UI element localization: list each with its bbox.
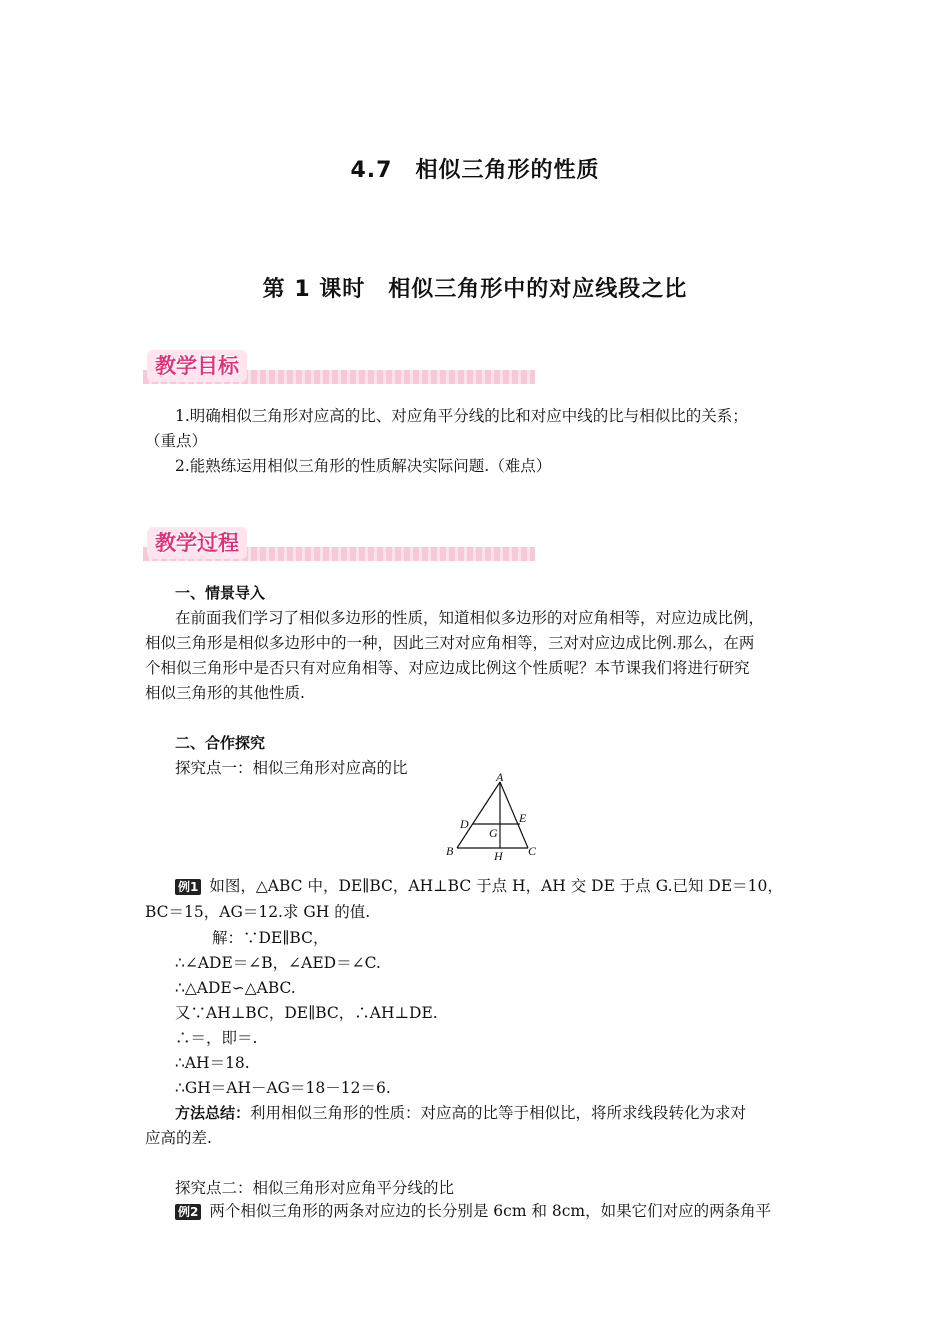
example-2-text: 两个相似三角形的两条对应边的长分别是 6cm 和 8cm，如果它们对应的两条角平 xyxy=(209,1202,772,1220)
solution-line: 解：∵DE∥BC， xyxy=(212,929,329,947)
solution-line: ∴AH＝18. xyxy=(175,1054,250,1072)
part2-heading: 二、合作探究 xyxy=(175,734,266,752)
section-title: 4.7 相似三角形的性质 xyxy=(350,158,600,183)
example-1-line2: BC＝15，AG＝12.求 GH 的值. xyxy=(145,903,371,921)
solution-line: 又∵AH⊥BC，DE∥BC，∴AH⊥DE. xyxy=(175,1004,438,1022)
explore-point-2: 探究点二：相似三角形对应角平分线的比 xyxy=(175,1179,455,1197)
label-d: D xyxy=(460,817,469,831)
method-label: 方法总结： xyxy=(175,1104,251,1122)
label-e: E xyxy=(519,811,527,825)
example-1-line1 xyxy=(175,874,783,899)
label-h: H xyxy=(494,849,503,863)
method-text: 利用相似三角形的性质：对应高的比等于相似比，将所求线段转化为求对 xyxy=(250,1104,747,1122)
goal-2: 2.能熟练运用相似三角形的性质解决实际问题.（难点） xyxy=(175,457,552,475)
lesson-title: 第 1 课时 相似三角形中的对应线段之比 xyxy=(262,277,688,302)
method-summary xyxy=(175,1101,746,1126)
example-2-tag: 例2 xyxy=(175,1204,201,1220)
part1-line: 相似三角形的其他性质. xyxy=(145,684,305,702)
solution-line: ∴△ADE∽△ABC. xyxy=(175,979,296,997)
label-c: C xyxy=(528,844,537,858)
label-a: A xyxy=(496,770,504,784)
example-2-line1 xyxy=(175,1199,771,1224)
process-banner xyxy=(143,527,535,563)
solution-line: ∴∠ADE＝∠B，∠AED＝∠C. xyxy=(175,954,381,972)
label-g: G xyxy=(489,826,498,840)
example-1-tag: 例1 xyxy=(175,879,201,895)
goals-banner xyxy=(143,350,535,386)
goals-banner-label: 教学目标 xyxy=(147,350,247,382)
solution-line: ∴＝，即＝. xyxy=(175,1029,258,1047)
part1-line: 个相似三角形中是否只有对应角相等、对应边成比例这个性质呢？本节课我们将进行研究 xyxy=(145,659,750,677)
example-1-text: 如图，△ABC 中，DE∥BC，AH⊥BC 于点 H，AH 交 DE 于点 G.已知 DE＝10， xyxy=(209,877,783,895)
part1-line: 相似三角形是相似多边形中的一种，因此三对对应角相等，三对对应边成比例.那么，在两 xyxy=(145,634,755,652)
goal-1: 1.明确相似三角形对应高的比、对应角平分线的比和对应中线的比与相似比的关系； xyxy=(175,407,748,425)
part1-heading: 一、情景导入 xyxy=(175,584,266,602)
explore-point-1: 探究点一：相似三角形对应高的比 xyxy=(175,759,408,777)
label-b: B xyxy=(446,844,454,858)
part1-line: 在前面我们学习了相似多边形的性质，知道相似多边形的对应角相等，对应边成比例， xyxy=(175,609,765,627)
process-banner-label: 教学过程 xyxy=(147,527,247,559)
triangle-figure xyxy=(440,770,550,865)
method-line2: 应高的差. xyxy=(145,1129,212,1147)
goal-1-note: （重点） xyxy=(145,432,208,450)
solution-line: ∴GH＝AH－AG＝18－12＝6. xyxy=(175,1079,391,1097)
